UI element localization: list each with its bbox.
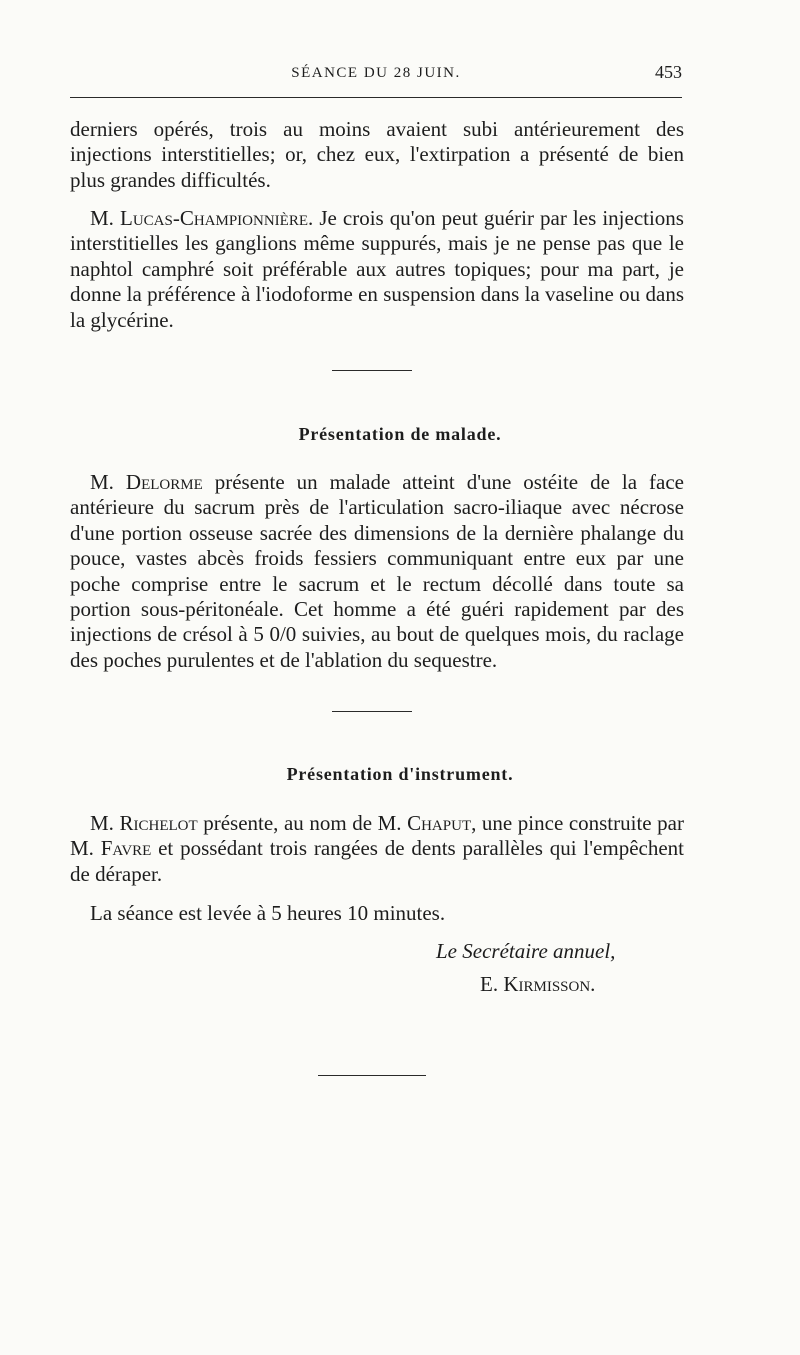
running-title: SÉANCE DU 28 JUIN. bbox=[291, 65, 461, 81]
section-divider bbox=[332, 711, 412, 712]
section-heading-instrument: Présentation d'instrument. bbox=[286, 764, 514, 784]
signature-initial: E. bbox=[480, 972, 504, 996]
paragraph-text: , une pince construite par M. bbox=[70, 811, 684, 861]
running-head bbox=[70, 62, 682, 86]
paragraph-lead: M. bbox=[90, 470, 126, 494]
person-name: Chaput bbox=[407, 811, 472, 835]
paragraph-text: et possédant trois rangées de dents parallèles qui l'empêchent de déraper. bbox=[70, 836, 684, 886]
page-number: 453 bbox=[655, 62, 682, 82]
section-heading-malade: Présentation de malade. bbox=[298, 424, 502, 444]
paragraph-richelot bbox=[70, 811, 684, 887]
paragraph-lucas-championniere bbox=[70, 206, 684, 333]
paragraph-text: présente, au nom de M. bbox=[197, 811, 408, 835]
paragraph-closing: La séance est levée à 5 heures 10 minutes. bbox=[90, 901, 446, 925]
section-divider bbox=[332, 370, 412, 371]
paragraph-text: Je crois qu'on peut guérir par les injections interstitielles les ganglions même suppurés, mais je ne pense pas que le naphtol camphré soit préférable aux autres topiques; pour ma part, je donne la préférence à l'iodoforme en suspension dans la vaseline ou dans la glycérine. bbox=[70, 206, 684, 332]
person-name: Favre bbox=[100, 836, 152, 861]
speaker-name: M. Lucas-Championnière. bbox=[90, 206, 314, 230]
speaker-name: Richelot bbox=[119, 811, 198, 835]
signature-role: Le Secrétaire annuel, bbox=[436, 939, 616, 963]
signature-surname: Kirmisson. bbox=[503, 972, 596, 996]
paragraph-delorme bbox=[70, 470, 684, 673]
paragraph-continuation: derniers opérés, trois au moins avaient subi antérieurement des injections interstitielles; or, chez eux, l'extirpation a présenté de bien plus grandes difficultés. bbox=[70, 117, 684, 192]
speaker-name: Delorme bbox=[125, 470, 203, 494]
signature-name bbox=[480, 972, 595, 997]
header-rule bbox=[70, 97, 682, 98]
paragraph-lead: M. bbox=[90, 811, 120, 835]
end-rule bbox=[318, 1075, 426, 1076]
paragraph-text: présente un malade atteint d'une ostéite de la face antérieure du sacrum près de l'articulation sacro-iliaque avec nécrose d'une portion osseuse sacrée des dimensions de la dernière phalange du pouce, vastes abcès froids fessiers communiquant entre eux par une poche comprise entre le sacrum et le rectum décollé dans toute sa portion sous-péritonéale. Cet homme a été guéri rapidement par des injections de crésol à 5 0/0 suivies, au bout de quelques mois, du raclage des poches purulentes et de l'ablation du sequestre. bbox=[70, 470, 684, 672]
